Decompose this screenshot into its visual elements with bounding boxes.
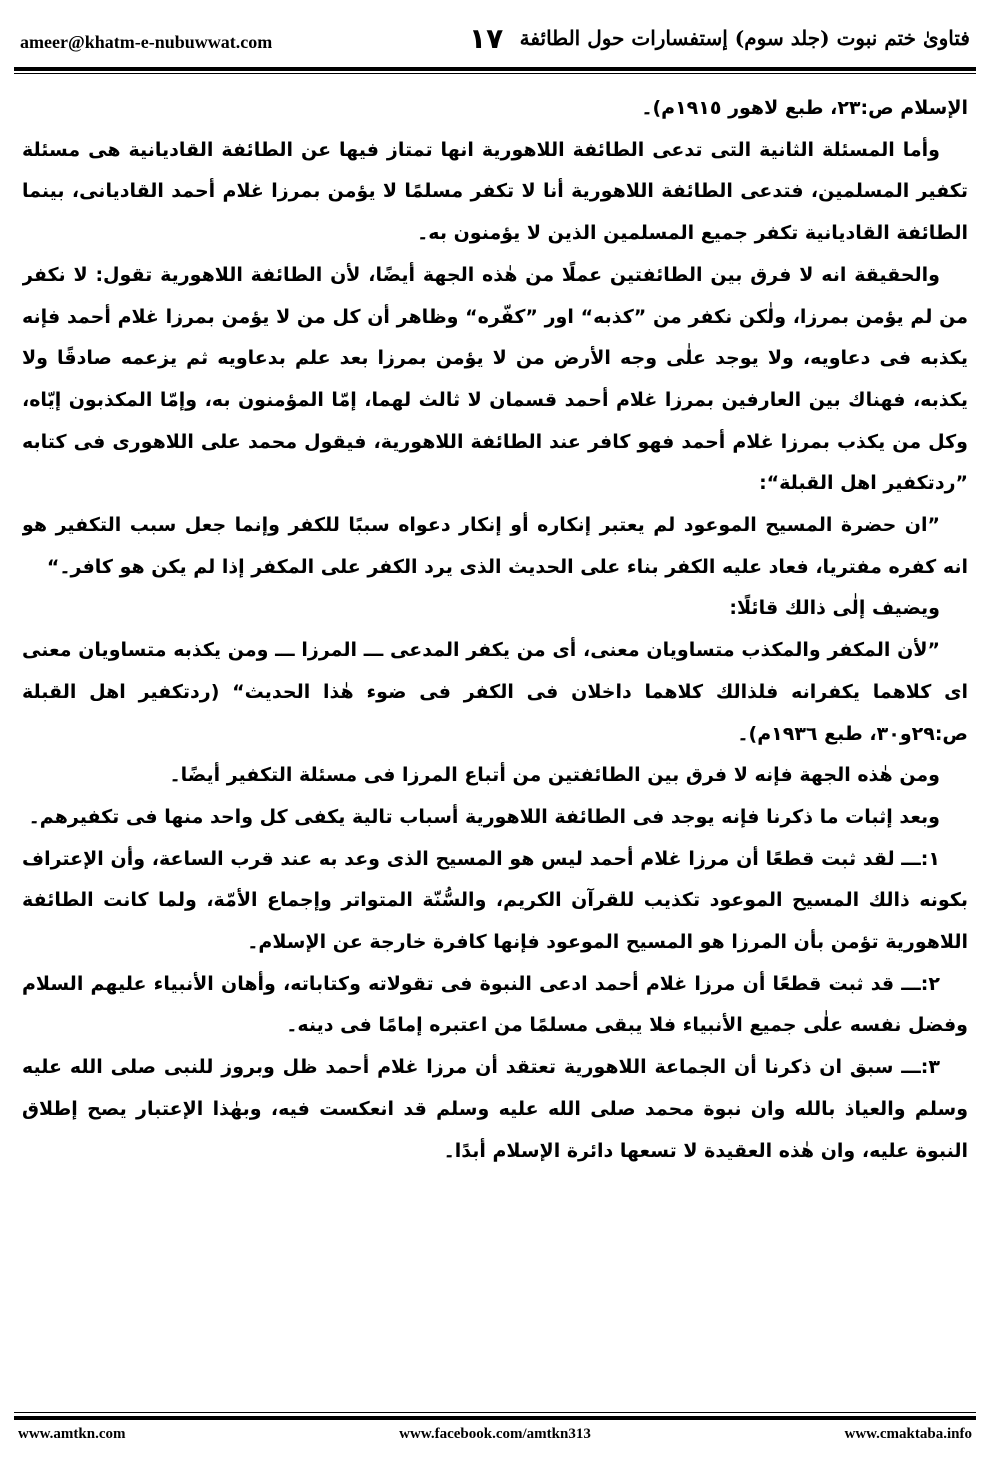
footer-link-cmaktaba[interactable]: www.cmaktaba.info: [844, 1426, 972, 1442]
header-divider: [14, 67, 976, 71]
paragraph-second-issue: وأما المسئلة الثانية التی تدعی الطائفة اللاهورية انها تمتاز فيها عن الطائفة القاديانية هی مسئلة تكفير المسلمين، فتدعی الطائفة اللاهورية أنا لا تكفر مسلمًا لا يؤمن بمرزا غلام أحمد القاديانی، بينما الطائفة القاديانية تكفر جميع المسلمين الذين لا يؤمنون به۔: [22, 138, 968, 245]
page-number: ١٧: [469, 22, 504, 55]
footer-link-amtkn[interactable]: www.amtkn.com: [18, 1426, 126, 1442]
footer-divider: [14, 1416, 976, 1420]
footer-link-facebook[interactable]: www.facebook.com/amtkn313: [399, 1426, 591, 1442]
quote-second: ”لأن المكفر والمكذب متساويان معنی، أی من يكفر المدعی ـــ المرزا ـــ ومن يكذبه متساويان معنی ای كلاهما يكفرانه فلذالك كلاهما داخلان فی الكفر فی ضوء هٰذا الحديث“ (ردتكفير اهل القبلة ص:٢٩و٣٠، طبع ١٩٣٦م)۔: [22, 639, 968, 745]
article-body: [22, 88, 968, 1400]
reason-2: ٢:ـــ قد ثبت قطعًا أن مرزا غلام أحمد ادعی النبوة فی تقولاته وكتاباته، وأهان الأنبياء عليهم السلام وفضل نفسه علٰی جميع الأنبياء فلا يبقی مسلمًا من اعتبره إمامًا فی دينه۔: [22, 972, 968, 1037]
reason-3: ٣:ـــ سبق ان ذكرنا أن الجماعة اللاهورية تعتقد أن مرزا غلام أحمد ظل وبروز للنبی صلی الله عليه وسلم والعياذ بالله وان نبوة محمد صلی الله عليه وسلم قد انعكست فيه، وبهٰذا الإعتبار يصح إطلاق النبوة عليه، وان هٰذه العقيدة لا تسعها دائرة الإسلام أبدًا۔: [22, 1056, 968, 1162]
paragraph-reality: والحقيقة انه لا فرق بين الطائفتين عملًا من هٰذه الجهة أيضًا، لأن الطائفة اللاهورية تقول: لا نكفر من لم يؤمن بمرزا، ولٰكن نكفر من ”كذبه“ اور ”كفّره“ وظاهر أن كل من لا يؤمن بمرزا غلام أحمد فإنه يكذبه فی دعاويه، ولا يوجد علٰی وجه الأرض من لا يؤمن بمرزا بعد علم بدعاويه ثم يزعمه صادقًا ولا يكذبه، فهناك بين العارفين بمرزا غلام أحمد قسمان لا ثالث لهما، إمّا المؤمنون به، وإمّا المكذبون إيّاه، وكل من يكذب بمرزا غلام أحمد فهو كافر عند الطائفة اللاهورية، فيقول محمد علی اللاهوری فی كتابه ”ردتكفير اهل القبلة“:: [22, 263, 968, 495]
paragraph-adds: ويضيف إلٰی ذالك قائلًا:: [729, 597, 940, 620]
header-email-link[interactable]: ameer@khatm-e-nubuwwat.com: [20, 32, 273, 52]
quote-first: ”ان حضرة المسيح الموعود لم يعتبر إنكاره أو إنكار دعواه سببًا للكفر وإنما جعل سبب التكفير هو انه كفره مفتريا، فعاد عليه الكفر بناء علی الحديث الذی يرد الكفر علی المكفر إذا لم يكن هو كافر۔“: [22, 514, 968, 578]
header-title: فتاویٰ ختم نبوت (جلد سوم) إستفسارات حول الطائفة: [519, 26, 970, 50]
paragraph-no-difference: ومن هٰذه الجهة فإنه لا فرق بين الطائفتين من أتباع المرزا فی مسئلة التكفير أيضًا۔: [169, 764, 940, 787]
footer-divider-thin: [14, 1412, 976, 1413]
paragraph-continuation: الإسلام ص:٢٣، طبع لاهور ١٩١٥م)۔: [641, 97, 968, 119]
paragraph-reasons-intro: وبعد إثبات ما ذكرنا فإنه يوجد فی الطائفة اللاهورية أسباب تالية يكفی كل واحد منها فی تكفيرهم۔: [28, 805, 940, 828]
page-header: [14, 22, 976, 64]
reason-1: ١:ـــ لقد ثبت قطعًا أن مرزا غلام أحمد ليس هو المسيح الذی وعد به عند قرب الساعة، وأن الإعتراف بكونه ذالك المسيح الموعود تكذيب للقرآن الكريم، والسُّنّة المتواتر وإجماع الأمّة، ولما كانت الطائفة اللاهورية تؤمن بأن المرزا هو المسيح الموعود فإنها كافرة خارجة عن الإسلام۔: [22, 847, 968, 954]
page-footer: [14, 1426, 976, 1450]
header-divider-thin: [14, 73, 976, 74]
